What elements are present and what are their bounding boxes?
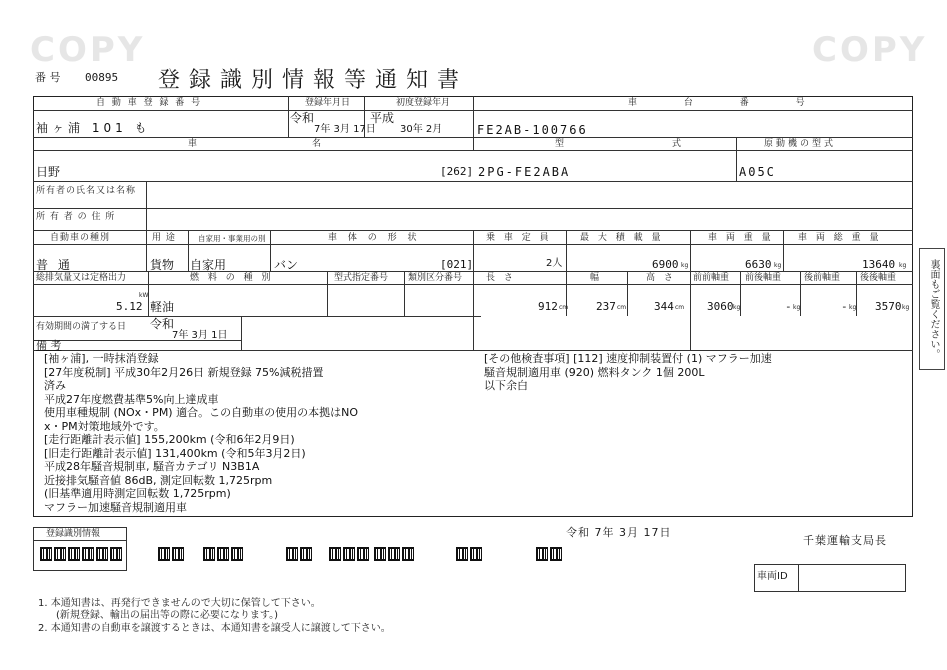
- rear-front-axle-unit: kg: [849, 304, 857, 311]
- car-header: 車: [188, 139, 200, 149]
- vehicle-type-header: 自動車の種別: [50, 233, 111, 243]
- car-name: 日野: [36, 165, 61, 179]
- front-front-axle: 3060: [707, 300, 734, 313]
- max-load-header: 最 大 積 載 量: [580, 233, 664, 243]
- remark-line: 平成27年度燃費基準5%向上達成車: [44, 392, 219, 406]
- engine-type: A05C: [739, 165, 776, 179]
- reg-date: 7年 3月 17日: [314, 124, 376, 135]
- reg-era: 令和: [290, 111, 315, 125]
- remark-line: 済み: [44, 379, 66, 392]
- remark-line: マフラー加速騒音規制適用車: [44, 500, 187, 514]
- front-rear-axle-header: 前後軸重: [745, 273, 782, 283]
- remark-line: [その他検査事項] [112] 速度抑制装置付 (1) マフラー加速: [484, 352, 772, 365]
- expiry-label: 有効期間の満了する日: [36, 322, 127, 332]
- owner-name-label: 所有者の氏名又は名称: [36, 186, 137, 196]
- remark-line: [袖ヶ浦], 一時抹消登録: [44, 352, 159, 365]
- rear-front-axle: -: [841, 300, 848, 313]
- footnote: 1. 本通知書は、再発行できませんので大切に保管して下さい。: [38, 598, 321, 609]
- remark-line: [走行距離計表示値] 155,200km (令和6年2月9日): [44, 433, 295, 446]
- rear-rear-axle: 3570: [875, 300, 902, 313]
- body-code: [021]: [440, 258, 474, 271]
- vehicle-weight: 6630: [745, 258, 772, 271]
- width: 237: [596, 300, 616, 313]
- fuel-type-header: 燃 料 の 種 別: [190, 273, 274, 283]
- copy-watermark: COPY: [812, 30, 928, 70]
- remark-line: x・PM対策地域外です。: [44, 419, 165, 433]
- front-front-axle-unit: kg: [733, 304, 741, 311]
- length: 912: [538, 300, 558, 313]
- displacement-unit: kW: [139, 292, 149, 299]
- use: 貨物: [150, 258, 175, 272]
- height-unit: cm: [675, 304, 685, 311]
- footnote: 2. 本通知書の自動車を譲渡するときは、本通知書を譲受人に譲渡して下さい。: [38, 623, 391, 634]
- issue-date: 令和 7年 3月 17日: [566, 526, 672, 539]
- footnote: (新規登録、輸出の届出等の際に必要になります。): [56, 610, 279, 621]
- first-reg-date: 30年 2月: [400, 124, 443, 135]
- remark-line: 近接排気騒音値 86dB, 測定回転数 1,725rpm: [44, 473, 273, 487]
- formula-header: 式: [672, 139, 684, 149]
- remark-line: [旧走行距離計表示値] 131,400km (令和5年3月2日): [44, 446, 306, 460]
- number-value: 00895: [85, 71, 119, 84]
- issuer: 千葉運輸支局長: [803, 534, 887, 547]
- expiry-era: 令和: [150, 317, 175, 331]
- remarks-label: 備 考: [36, 339, 62, 352]
- reg-date-header: 登録年月日: [305, 98, 351, 108]
- model-header: 型: [555, 139, 567, 149]
- front-rear-axle-unit: kg: [793, 304, 801, 311]
- remarks-left: [44, 352, 474, 514]
- remark-line: 平成28年騒音規制車, 騒音カテゴリ N3B1A: [44, 460, 260, 473]
- class-number-header: 類別区分番号: [408, 273, 463, 283]
- vehicle-type: 普 通: [36, 258, 73, 272]
- chassis-header: 車 台 番 号: [628, 98, 827, 108]
- body-shape: バン: [274, 258, 299, 272]
- expiry-date: 7年 3月 1日: [172, 330, 228, 341]
- type-designation-header: 型式指定番号: [334, 273, 389, 283]
- height: 344: [654, 300, 674, 313]
- first-reg-era: 平成: [370, 111, 395, 125]
- reg-number-header: 自 動 車 登 録 番 号: [96, 98, 203, 108]
- number-label: 番 号: [35, 71, 61, 84]
- use-header: 用 途: [152, 233, 176, 243]
- gross-weight-unit: kg: [899, 262, 907, 269]
- car-name-code: [262]: [440, 165, 474, 178]
- qr-label: 登録識別情報: [46, 529, 101, 539]
- model-type: 2PG-FE2ABA: [478, 165, 571, 179]
- max-load: 6900: [652, 258, 679, 271]
- remark-line: (旧基準適用時測定回転数 1,725rpm): [44, 487, 231, 500]
- height-header: 高 さ: [646, 273, 676, 283]
- displacement-header: 総排気量又は定格出力: [36, 273, 127, 283]
- vehicle-id-label: 車両ID: [757, 571, 788, 582]
- engine-header: 原動機の型式: [764, 139, 837, 149]
- capacity-header: 乗 車 定 員: [486, 233, 552, 243]
- length-unit: cm: [559, 304, 569, 311]
- length-header: 長 さ: [486, 273, 516, 283]
- private-header: 自家用・事業用の別: [198, 234, 266, 243]
- width-header: 幅: [590, 273, 602, 283]
- registration-number: 袖ヶ浦 101 も: [36, 121, 151, 135]
- document-title: 登録識別情報等通知書: [158, 68, 469, 93]
- chassis-number: FE2AB-100766: [477, 123, 588, 137]
- name-header: 名: [312, 139, 324, 149]
- body-shape-header: 車 体 の 形 状: [328, 233, 421, 243]
- capacity: 2人: [546, 258, 563, 269]
- remarks-right: [484, 352, 909, 393]
- front-front-axle-header: 前前軸重: [693, 273, 730, 283]
- front-rear-axle: -: [785, 300, 792, 313]
- vehicle-weight-unit: kg: [774, 262, 782, 269]
- fuel-type: 軽油: [150, 300, 175, 314]
- remark-line: 以下余白: [484, 379, 528, 392]
- gross-weight-header: 車 両 総 重 量: [798, 233, 882, 243]
- gross-weight: 13640: [862, 258, 896, 271]
- copy-watermark: COPY: [30, 30, 146, 70]
- rear-rear-axle-unit: kg: [902, 304, 910, 311]
- displacement: 5.12: [116, 300, 143, 313]
- side-note: 裏面もご覧ください。: [919, 248, 945, 370]
- first-reg-header: 初度登録年月: [396, 98, 451, 108]
- rear-front-axle-header: 後前軸重: [804, 273, 841, 283]
- max-load-unit: kg: [681, 262, 689, 269]
- owner-address-label: 所 有 者 の 住 所: [36, 212, 116, 222]
- rear-rear-axle-header: 後後軸重: [860, 273, 897, 283]
- private-use: 自家用: [190, 258, 227, 272]
- remark-line: 騒音規制適用車 (920) 燃料タンク 1個 200L: [484, 365, 705, 379]
- remark-line: [27年度税制] 平成30年2月26日 新規登録 75%減税措置: [44, 365, 324, 379]
- vehicle-weight-header: 車 両 重 量: [708, 233, 774, 243]
- width-unit: cm: [617, 304, 627, 311]
- remark-line: 使用車種規制 (NOx・PM) 適合。この自動車の使用の本拠はNO: [44, 406, 358, 419]
